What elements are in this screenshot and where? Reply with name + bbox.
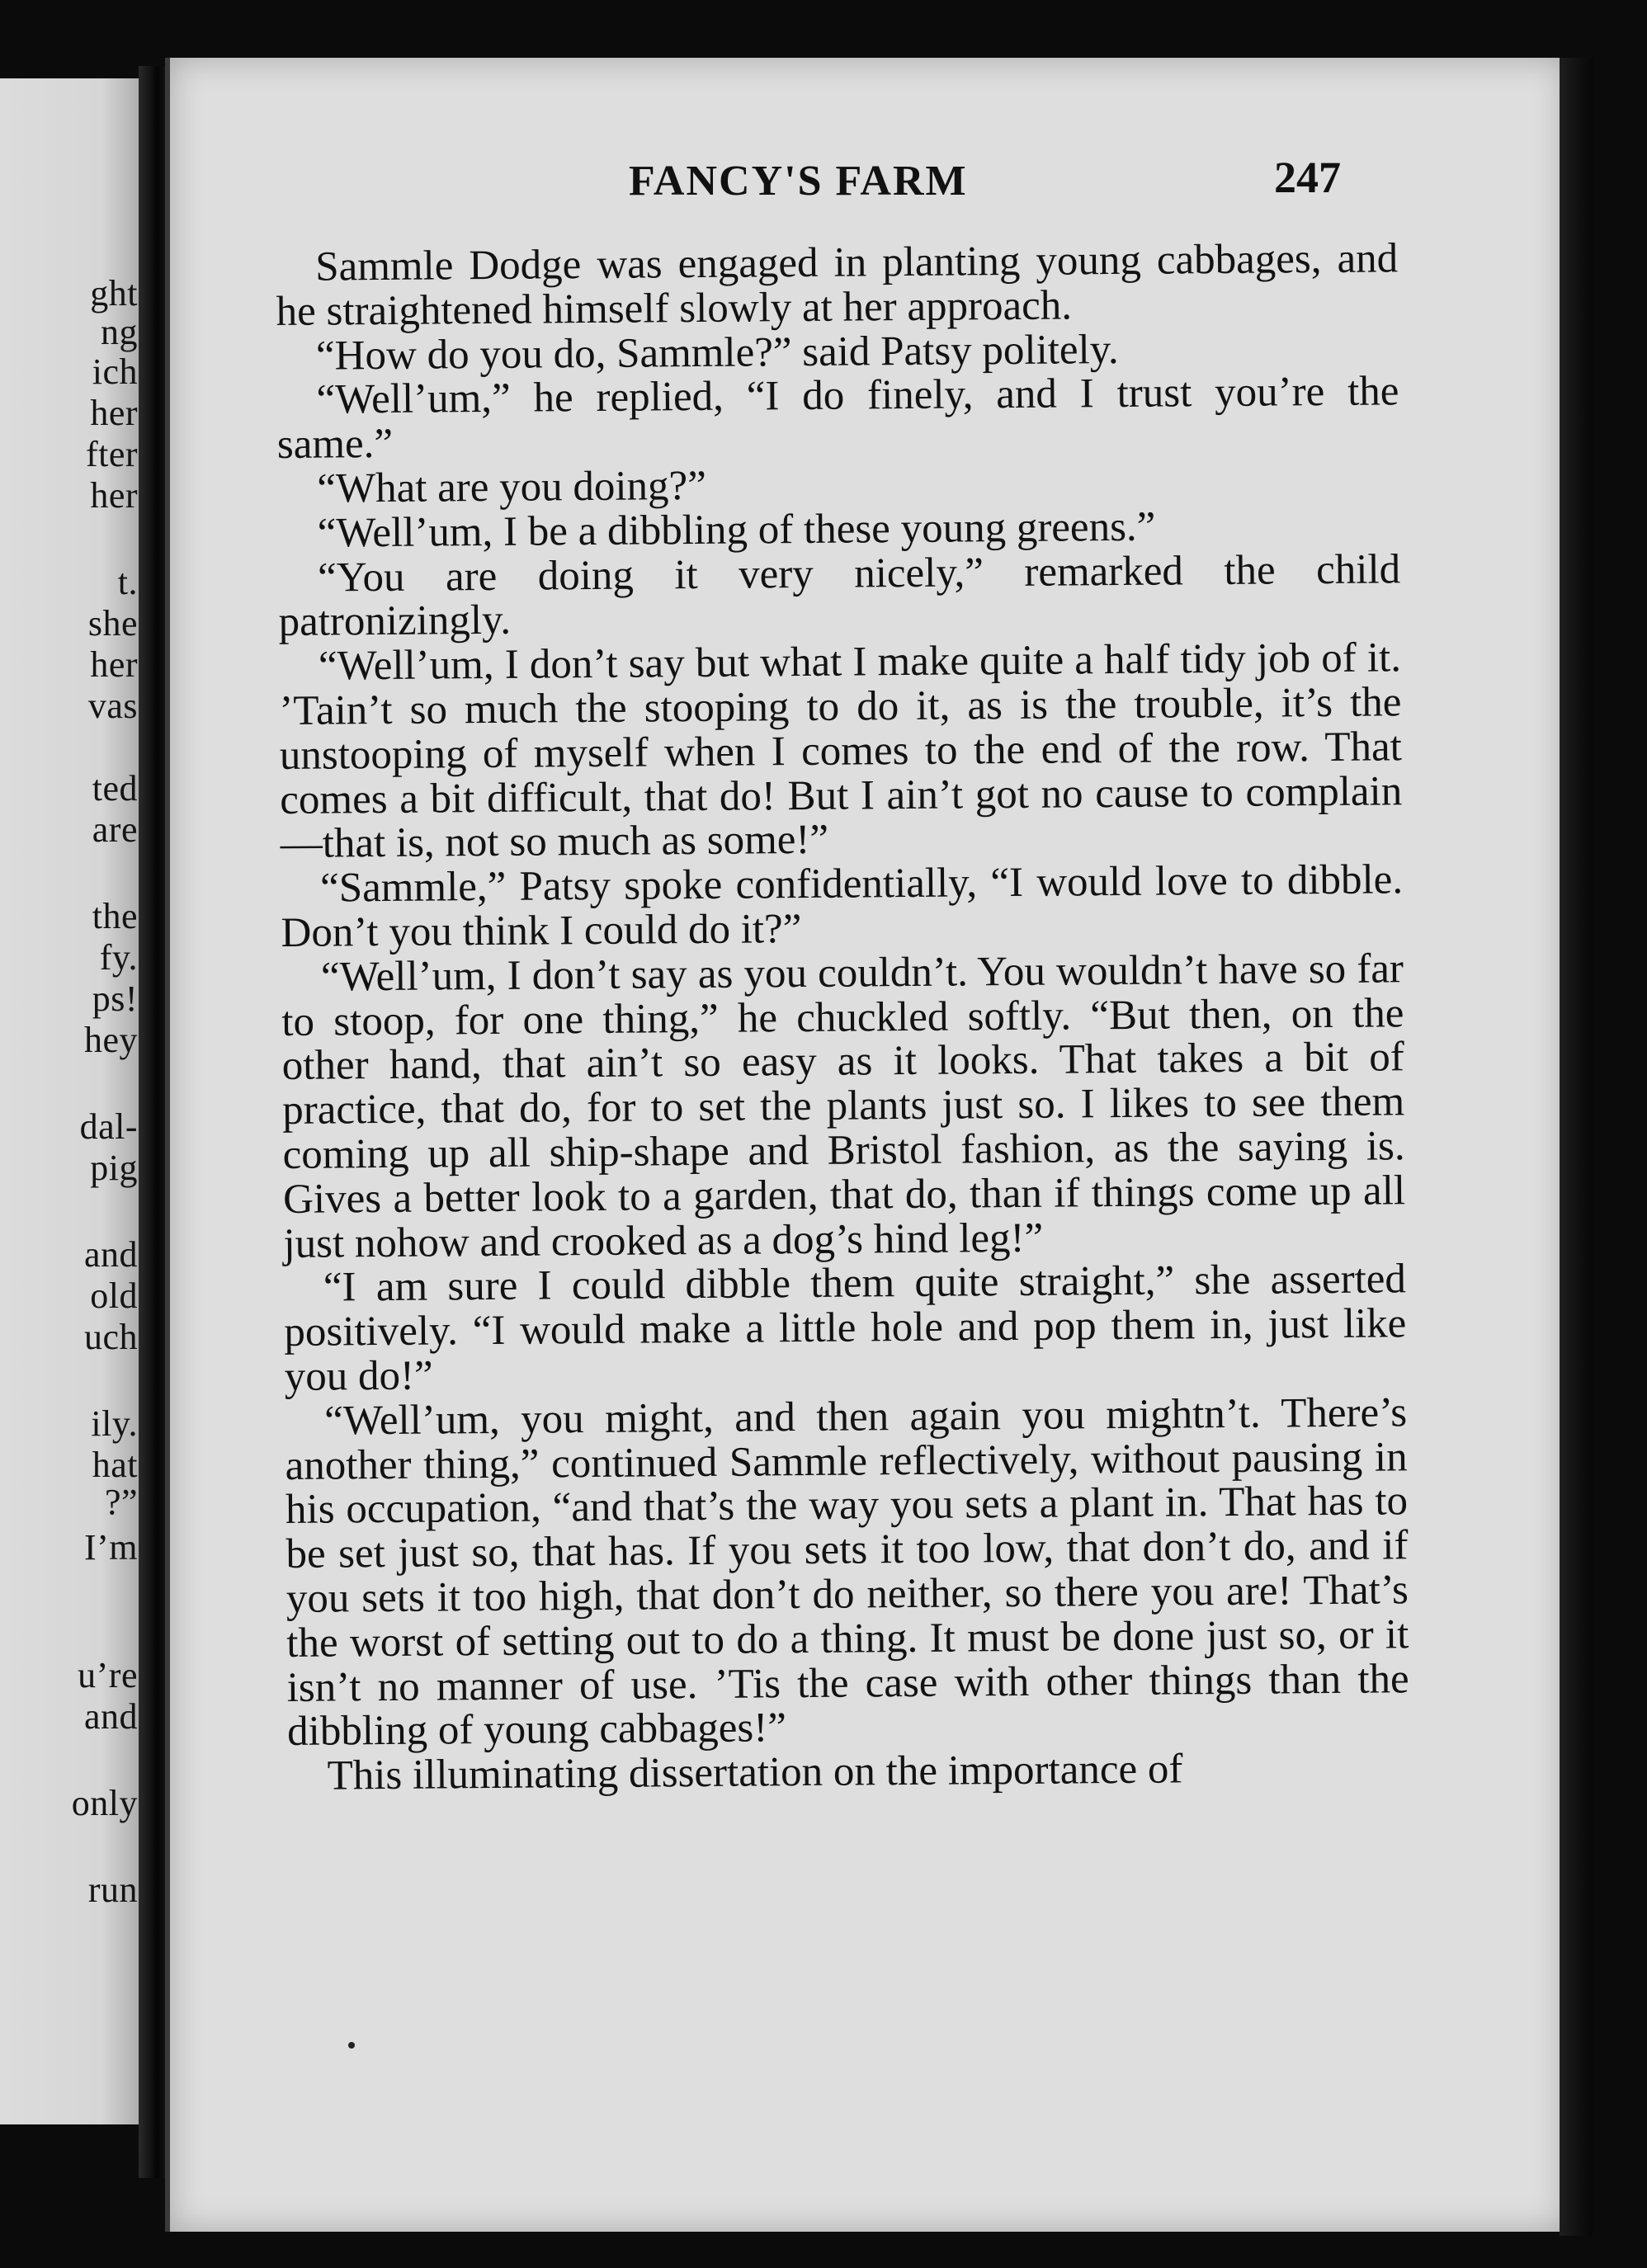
facing-fragment: ?” <box>104 1482 138 1522</box>
paragraph: This illuminating dissertation on the importance of <box>327 1746 1183 1799</box>
facing-fragment: ted <box>92 768 138 809</box>
facing-fragment: her <box>90 393 138 433</box>
running-head <box>170 153 1566 231</box>
paragraph: “You are doing it very nicely,” remarked the child patronizingly. <box>278 545 1401 646</box>
facing-fragment: I’m <box>83 1527 138 1568</box>
facing-fragment: dal- <box>79 1106 138 1147</box>
facing-fragment: vas <box>87 686 138 726</box>
paragraph: “Sammle,” Patsy spoke confidentially, “I would love to dibble. Don’t you think I could do it?” <box>281 856 1404 956</box>
facing-page <box>0 78 144 2124</box>
facing-fragment: ich <box>92 351 138 392</box>
facing-fragment: are <box>92 809 138 850</box>
facing-fragment: ght <box>90 273 138 314</box>
paragraph: “How do you do, Sammle?” said Patsy politely. <box>315 326 1119 380</box>
facing-fragment: fy. <box>99 937 138 978</box>
facing-fragment: hat <box>92 1445 138 1485</box>
paragraph: “Well’um, I don’t say as you couldn’t. You wouldn’t have so far to stoop, for one thing,” he chuckled softly. “But then, on the other hand, that ain’t so easy as it looks. That takes a bit of practice, that do, for to set the plants just so. I likes to see them coming up all ship-shape and Bristol fashion, as the saying is. Gives a better look to a garden, that do, than if things come up all just nohow and crooked as a dog’s hind leg!” <box>281 945 1406 1267</box>
facing-fragment: only <box>71 1783 138 1823</box>
facing-fragment: ily. <box>91 1403 138 1444</box>
facing-fragment: run <box>87 1870 138 1910</box>
paragraph: “I am sure I could dibble them quite straight,” she asserted positively. “I would make a little hole and pop them in, just like you do!” <box>284 1256 1407 1400</box>
paragraph: Sammle Dodge was engaged in planting young cabbages, and he straightened himself slowly at her approach. <box>276 235 1399 335</box>
facing-fragment: uch <box>83 1317 138 1357</box>
facing-fragment: hey <box>83 1020 138 1060</box>
running-title: FANCY'S FARM <box>629 158 968 205</box>
ink-speck <box>348 2042 355 2049</box>
paragraph: “Well’um,” he replied, “I do finely, and I trust you’re the same.” <box>276 368 1399 469</box>
page-number: 247 <box>1274 153 1341 202</box>
body-text <box>276 237 1410 1799</box>
paragraph: “Well’um, I don’t say but what I make quite a half tidy job of it. ’Tain’t so much the stooping to do it, as is the trouble, it’s the unstooping of myself when I comes to the end of the row. That comes a bit difficult, that do! But I ain’t got no cause to complain—that is, not so much as some!” <box>279 634 1403 868</box>
paragraph: “Well’um, I be a dibbling of these young greens.” <box>317 503 1156 557</box>
facing-fragment: u’re <box>78 1655 138 1695</box>
paragraph: “Well’um, you might, and then again you mightn’t. There’s another thing,” continued Sammle reflectively, without pausing in his occupation, “and that’s the way you sets a plant in. That has to be set just so, that has. If you sets it too low, that don’t do, and if you sets it too high, that don’t do neither, so there you are! That’s the worst of setting out to do a thing. It must be done just so, or it isn’t no manner of use. ’Tis the case with other things than the dibbling of young cabbages!” <box>285 1389 1409 1756</box>
facing-fragment: her <box>90 644 138 685</box>
facing-fragment: she <box>87 603 138 644</box>
page-edge-shadow <box>1560 58 1593 2236</box>
facing-fragment: fter <box>85 434 138 474</box>
facing-fragment: pig <box>90 1148 138 1188</box>
facing-fragment: old <box>90 1275 138 1316</box>
facing-fragment: her <box>90 475 138 516</box>
book-page <box>165 58 1566 2232</box>
facing-fragment: the <box>92 896 138 936</box>
facing-fragment: t. <box>117 562 138 602</box>
paragraph: “What are you doing?” <box>317 462 707 512</box>
facing-fragment: and <box>83 1696 138 1737</box>
facing-fragment: and <box>83 1234 138 1275</box>
facing-fragment: ps! <box>92 978 138 1019</box>
facing-fragment: ng <box>101 312 138 352</box>
